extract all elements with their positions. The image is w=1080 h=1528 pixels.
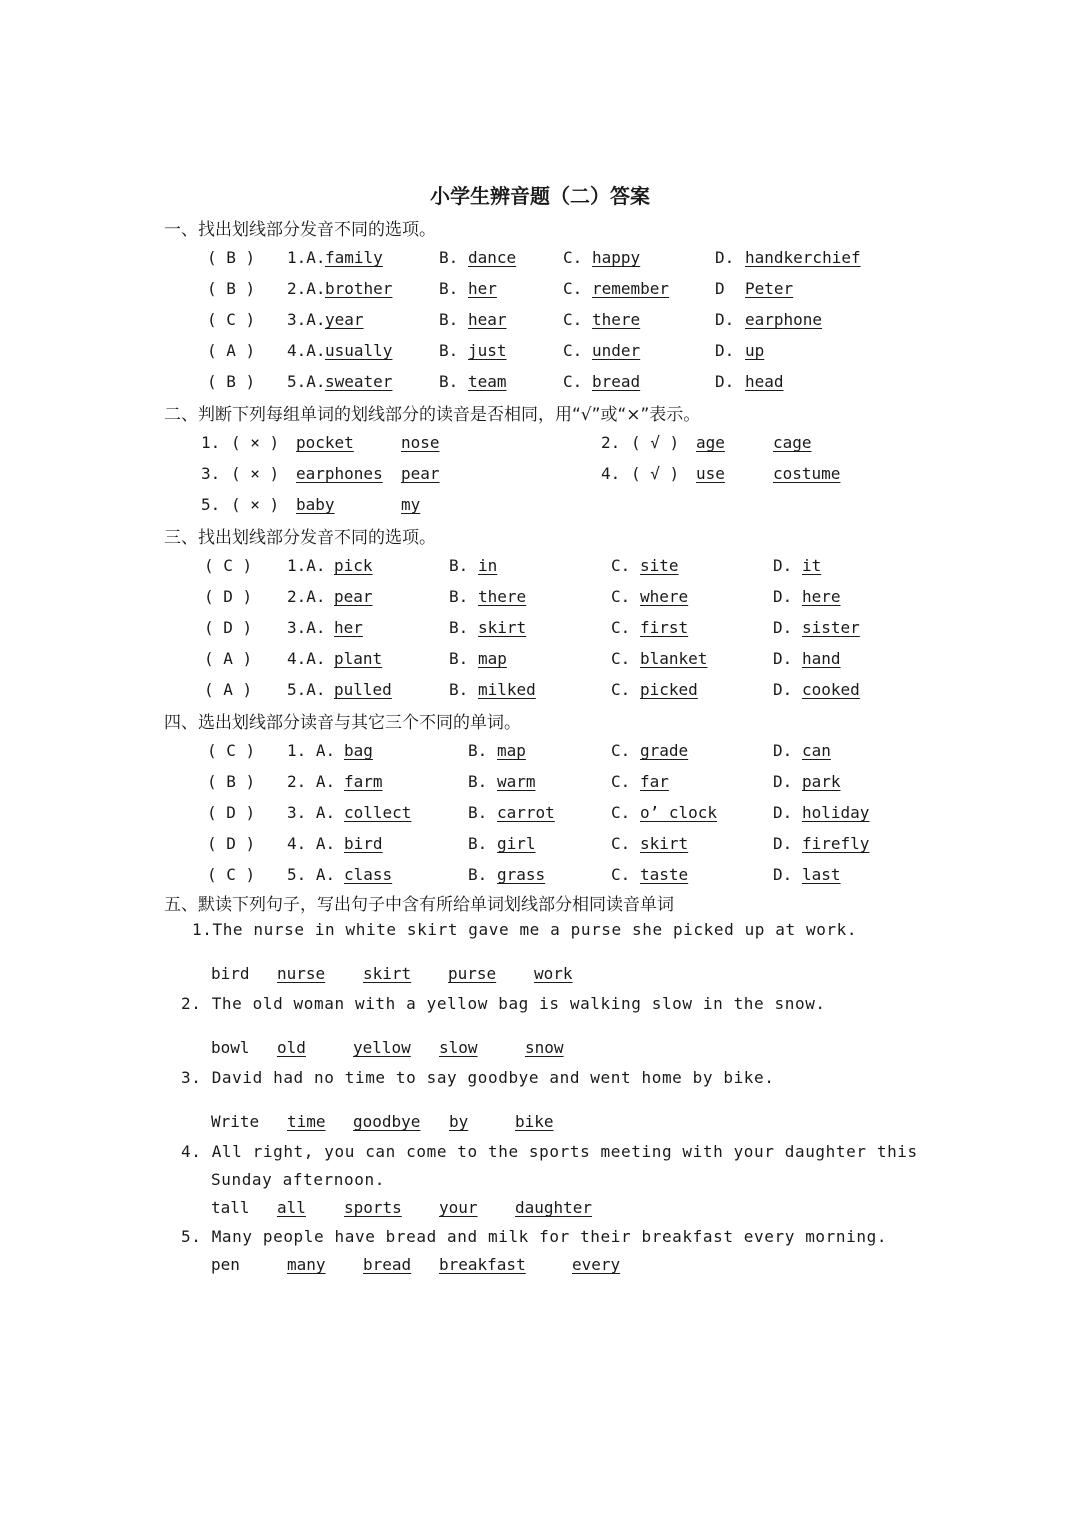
s4-row-number: 5. A.	[287, 865, 336, 884]
s1-row-answer: ( A )	[207, 341, 256, 360]
s3-row-option-a: her	[334, 618, 363, 637]
s3-row-option-a: plant	[334, 649, 383, 668]
s4-row-label-c: C.	[611, 865, 631, 884]
s1-row-number: 5.A.	[287, 372, 326, 391]
s3-row-label-b: B.	[449, 618, 469, 637]
s3-row-option-a: pick	[334, 556, 373, 575]
s4-row-answer: ( B )	[207, 772, 256, 791]
s3-row-label-b: B.	[449, 587, 469, 606]
s3-row-answer: ( A )	[204, 649, 253, 668]
section-5-heading: 五、默读下列句子，写出句子中含有所给单词划线部分相同读音单词	[164, 895, 674, 915]
s4-row-label-b: B.	[468, 834, 488, 853]
s5-answer-word: many	[287, 1255, 326, 1274]
s5-sentence: 4. All right, you can come to the sports meeting with your daughter this	[181, 1142, 918, 1161]
s1-row-option-a: usually	[325, 341, 393, 360]
s3-row-label-b: B.	[449, 680, 469, 699]
s4-row-option-a: collect	[344, 803, 412, 822]
s5-answer-word: every	[572, 1255, 621, 1274]
s4-row-option-a: farm	[344, 772, 383, 791]
s1-row-label-d: D	[715, 279, 725, 298]
s3-row-label-b: B.	[449, 556, 469, 575]
s5-answer-word: time	[287, 1112, 326, 1131]
s2-item-word2: cage	[773, 433, 812, 452]
s4-row-label-d: D.	[773, 741, 793, 760]
s3-row-label-d: D.	[773, 618, 793, 637]
s4-row-option-d: can	[802, 741, 831, 760]
s5-answer-word: yellow	[353, 1038, 411, 1057]
s4-row-option-c: grade	[640, 741, 689, 760]
s1-row-option-c: there	[592, 310, 641, 329]
s2-item-mark: ( × )	[231, 464, 280, 483]
s5-sentence: 5. Many people have bread and milk for their breakfast every morning.	[181, 1227, 888, 1246]
s5-answer-word: all	[277, 1198, 306, 1217]
s1-row-label-c: C.	[563, 341, 583, 360]
s4-row-answer: ( D )	[207, 834, 256, 853]
s4-row-label-c: C.	[611, 834, 631, 853]
s5-answer-word: purse	[448, 964, 497, 983]
s4-row-option-a: bag	[344, 741, 373, 760]
s3-row-answer: ( D )	[204, 587, 253, 606]
section-4-heading: 四、选出划线部分读音与其它三个不同的单词。	[164, 713, 521, 733]
s2-item-word2: pear	[401, 464, 440, 483]
s3-row-label-d: D.	[773, 556, 793, 575]
s2-item-word1: pocket	[296, 433, 354, 452]
s5-answer-word: sports	[344, 1198, 402, 1217]
s1-row-option-d: up	[745, 341, 765, 360]
s4-row-option-c: o’ clock	[640, 803, 718, 822]
s4-row-label-d: D.	[773, 834, 793, 853]
s1-row-option-a: sweater	[325, 372, 393, 391]
s4-row-option-b: carrot	[497, 803, 555, 822]
s3-row-option-a: pear	[334, 587, 373, 606]
s4-row-option-b: map	[497, 741, 526, 760]
s4-row-option-d: firefly	[802, 834, 870, 853]
s3-row-option-c: picked	[640, 680, 698, 699]
s1-row-label-d: D.	[715, 310, 735, 329]
s5-answer-word: nurse	[277, 964, 326, 983]
s5-given-word: Write	[211, 1112, 260, 1131]
s1-row-label-c: C.	[563, 279, 583, 298]
s5-answer-word: by	[449, 1112, 469, 1131]
s4-row-label-d: D.	[773, 772, 793, 791]
s5-given-word: tall	[211, 1198, 250, 1217]
s3-row-answer: ( C )	[204, 556, 253, 575]
s3-row-option-b: in	[478, 556, 498, 575]
s4-row-label-b: B.	[468, 772, 488, 791]
s5-given-word: pen	[211, 1255, 240, 1274]
s1-row-option-b: just	[468, 341, 507, 360]
s4-row-label-c: C.	[611, 803, 631, 822]
s3-row-number: 5.A.	[287, 680, 326, 699]
s3-row-option-d: here	[802, 587, 841, 606]
section-3-heading: 三、找出划线部分发音不同的选项。	[164, 528, 436, 548]
section-2-heading: 二、判断下列每组单词的划线部分的读音是否相同，用“√”或“×”表示。	[164, 405, 701, 425]
s1-row-label-b: B.	[439, 310, 459, 329]
s2-item-word2: nose	[401, 433, 440, 452]
s4-row-option-d: last	[802, 865, 841, 884]
s4-row-label-b: B.	[468, 741, 488, 760]
s4-row-option-b: warm	[497, 772, 536, 791]
s4-row-option-b: girl	[497, 834, 536, 853]
s3-row-option-d: cooked	[802, 680, 860, 699]
s3-row-option-b: milked	[478, 680, 536, 699]
s3-row-label-b: B.	[449, 649, 469, 668]
s3-row-label-c: C.	[611, 556, 631, 575]
s4-row-label-c: C.	[611, 772, 631, 791]
s1-row-label-b: B.	[439, 248, 459, 267]
s3-row-label-c: C.	[611, 649, 631, 668]
s1-row-option-b: dance	[468, 248, 517, 267]
s5-sentence: 3. David had no time to say goodbye and went home by bike.	[181, 1068, 775, 1087]
s4-row-answer: ( D )	[207, 803, 256, 822]
s3-row-label-d: D.	[773, 649, 793, 668]
s2-item-number: 5.	[201, 495, 221, 514]
s2-item-number: 4.	[601, 464, 621, 483]
s5-sentence: 1.The nurse in white skirt gave me a purse she picked up at work.	[192, 920, 858, 939]
s4-row-number: 4. A.	[287, 834, 336, 853]
s4-row-label-d: D.	[773, 865, 793, 884]
s4-row-number: 2. A.	[287, 772, 336, 791]
s4-row-option-a: bird	[344, 834, 383, 853]
s4-row-label-b: B.	[468, 865, 488, 884]
s1-row-option-c: remember	[592, 279, 670, 298]
s3-row-label-c: C.	[611, 618, 631, 637]
s4-row-answer: ( C )	[207, 741, 256, 760]
s2-item-word1: earphones	[296, 464, 383, 483]
s1-row-answer: ( C )	[207, 310, 256, 329]
s5-sentence-continued: Sunday afternoon.	[211, 1170, 385, 1189]
s3-row-number: 2.A.	[287, 587, 326, 606]
s3-row-option-a: pulled	[334, 680, 392, 699]
s4-row-option-d: holiday	[802, 803, 870, 822]
section-1-heading: 一、找出划线部分发音不同的选项。	[164, 220, 436, 240]
s2-item-word1: age	[696, 433, 725, 452]
s1-row-option-b: hear	[468, 310, 507, 329]
s5-answer-word: breakfast	[439, 1255, 526, 1274]
s2-item-mark: ( × )	[231, 433, 280, 452]
s3-row-option-d: it	[802, 556, 822, 575]
s2-item-number: 2.	[601, 433, 621, 452]
s3-row-answer: ( D )	[204, 618, 253, 637]
s1-row-label-c: C.	[563, 372, 583, 391]
s2-item-word2: costume	[773, 464, 841, 483]
s1-row-number: 1.A.	[287, 248, 326, 267]
s3-row-option-c: blanket	[640, 649, 708, 668]
s5-answer-word: old	[277, 1038, 306, 1057]
s5-answer-word: goodbye	[353, 1112, 421, 1131]
s5-answer-word: bike	[515, 1112, 554, 1131]
s2-item-number: 3.	[201, 464, 221, 483]
s3-row-option-c: first	[640, 618, 689, 637]
s4-row-number: 3. A.	[287, 803, 336, 822]
s5-answer-word: bread	[363, 1255, 412, 1274]
s4-row-answer: ( C )	[207, 865, 256, 884]
s3-row-option-d: hand	[802, 649, 841, 668]
page-title: 小学生辨音题（二）答案	[430, 184, 650, 208]
s1-row-option-c: under	[592, 341, 641, 360]
s5-answer-word: work	[534, 964, 573, 983]
s1-row-option-a: brother	[325, 279, 393, 298]
s4-row-label-c: C.	[611, 741, 631, 760]
s3-row-label-d: D.	[773, 680, 793, 699]
s4-row-option-c: far	[640, 772, 669, 791]
s3-row-label-c: C.	[611, 680, 631, 699]
s1-row-option-a: year	[325, 310, 364, 329]
s4-row-option-a: class	[344, 865, 393, 884]
s1-row-number: 3.A.	[287, 310, 326, 329]
s1-row-label-b: B.	[439, 279, 459, 298]
s4-row-label-b: B.	[468, 803, 488, 822]
s3-row-answer: ( A )	[204, 680, 253, 699]
s1-row-label-d: D.	[715, 341, 735, 360]
s2-item-word2: my	[401, 495, 421, 514]
s1-row-label-c: C.	[563, 248, 583, 267]
s3-row-option-c: site	[640, 556, 679, 575]
s4-row-option-d: park	[802, 772, 841, 791]
s5-answer-word: snow	[525, 1038, 564, 1057]
s1-row-number: 2.A.	[287, 279, 326, 298]
s4-row-label-d: D.	[773, 803, 793, 822]
s3-row-option-b: map	[478, 649, 507, 668]
s5-answer-word: slow	[439, 1038, 478, 1057]
s5-answer-word: your	[439, 1198, 478, 1217]
s3-row-option-d: sister	[802, 618, 860, 637]
s1-row-option-d: head	[745, 372, 784, 391]
s2-item-mark: ( √ )	[631, 433, 680, 452]
s1-row-label-c: C.	[563, 310, 583, 329]
s3-row-number: 3.A.	[287, 618, 326, 637]
s3-row-option-c: where	[640, 587, 689, 606]
s5-given-word: bird	[211, 964, 250, 983]
s1-row-option-b: her	[468, 279, 497, 298]
s3-row-label-c: C.	[611, 587, 631, 606]
s5-answer-word: daughter	[515, 1198, 593, 1217]
s1-row-label-b: B.	[439, 341, 459, 360]
s1-row-option-d: earphone	[745, 310, 823, 329]
s3-row-number: 1.A.	[287, 556, 326, 575]
s1-row-label-d: D.	[715, 372, 735, 391]
s2-item-mark: ( × )	[231, 495, 280, 514]
s1-row-option-d: Peter	[745, 279, 794, 298]
s3-row-number: 4.A.	[287, 649, 326, 668]
s3-row-label-d: D.	[773, 587, 793, 606]
s2-item-word1: use	[696, 464, 725, 483]
s5-answer-word: skirt	[363, 964, 412, 983]
s2-item-mark: ( √ )	[631, 464, 680, 483]
s1-row-answer: ( B )	[207, 248, 256, 267]
s4-row-option-b: grass	[497, 865, 546, 884]
s1-row-answer: ( B )	[207, 372, 256, 391]
s3-row-option-b: skirt	[478, 618, 527, 637]
s1-row-option-c: bread	[592, 372, 641, 391]
s1-row-option-a: family	[325, 248, 383, 267]
s2-item-word1: baby	[296, 495, 335, 514]
s1-row-label-d: D.	[715, 248, 735, 267]
s1-row-option-d: handkerchief	[745, 248, 861, 267]
s1-row-option-c: happy	[592, 248, 641, 267]
s4-row-option-c: taste	[640, 865, 689, 884]
s1-row-label-b: B.	[439, 372, 459, 391]
s2-item-number: 1.	[201, 433, 221, 452]
s4-row-option-c: skirt	[640, 834, 689, 853]
s5-given-word: bowl	[211, 1038, 250, 1057]
s1-row-option-b: team	[468, 372, 507, 391]
s4-row-number: 1. A.	[287, 741, 336, 760]
s5-sentence: 2. The old woman with a yellow bag is walking slow in the snow.	[181, 994, 826, 1013]
s1-row-answer: ( B )	[207, 279, 256, 298]
s1-row-number: 4.A.	[287, 341, 326, 360]
s3-row-option-b: there	[478, 587, 527, 606]
